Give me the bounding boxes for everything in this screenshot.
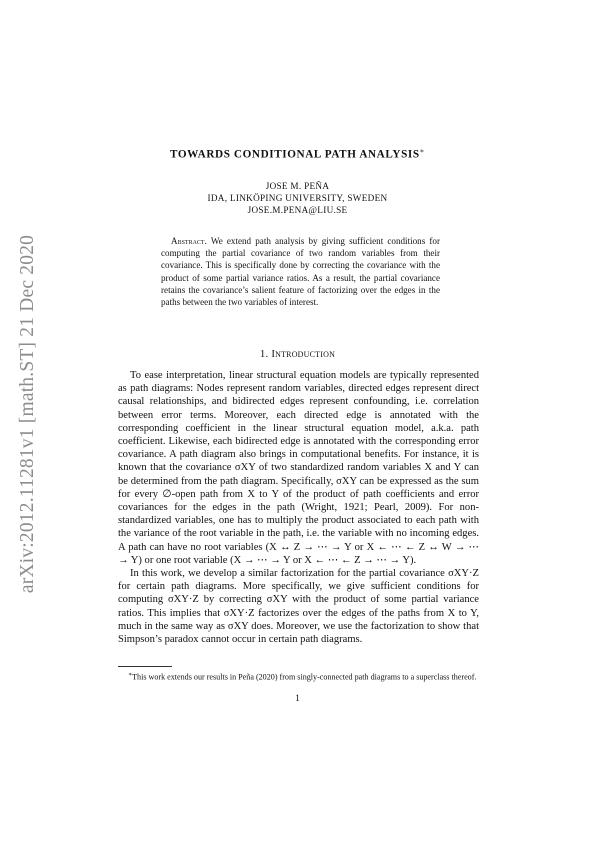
section-heading xyxy=(0,348,595,360)
author-email: JOSE.M.PENA@LIU.SE xyxy=(247,205,348,216)
abstract-text: We extend path analysis by giving sufficient conditions for computing the partial covariance of two random variables from their covariance. This is specifically done by correcting the covariance with the product of some partial variance ratios. As a result, the partial covariance retains the covariance’s salient feature of factorizing over the edges in the paths between the two variables of interest. xyxy=(161,236,441,308)
section-title: Introduction xyxy=(271,348,336,360)
page-number: 1 xyxy=(295,694,300,704)
arxiv-identifier xyxy=(6,228,50,600)
author-block xyxy=(0,180,595,217)
footnote-divider xyxy=(118,666,172,667)
abstract-label: Abstract. xyxy=(171,236,207,246)
footnote-mark: ∗ xyxy=(128,672,133,678)
author-name: JOSE M. PEÑA xyxy=(265,181,330,191)
body-text xyxy=(118,369,479,646)
arxiv-identifier-text: arXiv:2012.11281v1 [math.ST] 21 Dec 2020 xyxy=(17,234,39,594)
footnote xyxy=(118,670,479,683)
footnote-text: This work extends our results in Peña (2020) from singly-connected path diagrams to a superclass thereof. xyxy=(132,672,477,682)
author-affiliation: IDA, LINKÖPING UNIVERSITY, SWEDEN xyxy=(207,193,388,204)
paragraph: In this work, we develop a similar factorization for the partial covariance σXY·Z for certain path diagrams. More specifically, we give sufficient conditions for computing σXY·Z by correcting σXY with the product of some partial variance ratios. This implies that σXY·Z factorizes over the edges of the paths from X to Y, much in the same way as σXY does. Moreover, we use the factorization to show that Simpson’s paradox cannot occur in certain path diagrams. xyxy=(118,568,479,646)
section-number: 1. xyxy=(259,348,269,360)
abstract xyxy=(161,235,440,308)
paper-title-text: TOWARDS CONDITIONAL PATH ANALYSIS xyxy=(169,148,420,161)
title-footnote-mark: ∗ xyxy=(419,147,426,155)
paragraph: To ease interpretation, linear structural equation models are typically represented as path diagrams: Nodes represent random variables, directed edges represent direct causal relationships, and bidirected edges represent confounding, i.e. correlation between error terms. Moreover, each directed edge is annotated with the corresponding coefficient in the linear structural equation model, a.k.a. path coefficient. Likewise, each bidirected edge is annotated with the corresponding error covariance. A path diagram also brings in computational benefits. For instance, it is known that the covariance σXY of two standardized random variables X and Y can be determined from the path diagram. Specifically, σXY can be expressed as the sum for every ∅-open path from X to Y of the product of path coefficients and error covariances for the edges in the path (Wright, 1921; Pearl, 2009). For non-standardized variables, one has to multiply the product associated to each path with the variance of the root variable in the path, i.e. the variable with no incoming edges. A path can have no root variables (X ↔ Z → ⋯ → Y or X ← ⋯ ← Z ↔ W → ⋯ → Y) or one root variable (X → ⋯ → Y or X ← ⋯ ← Z → ⋯ → Y). xyxy=(118,370,479,566)
paper-title xyxy=(0,147,595,161)
